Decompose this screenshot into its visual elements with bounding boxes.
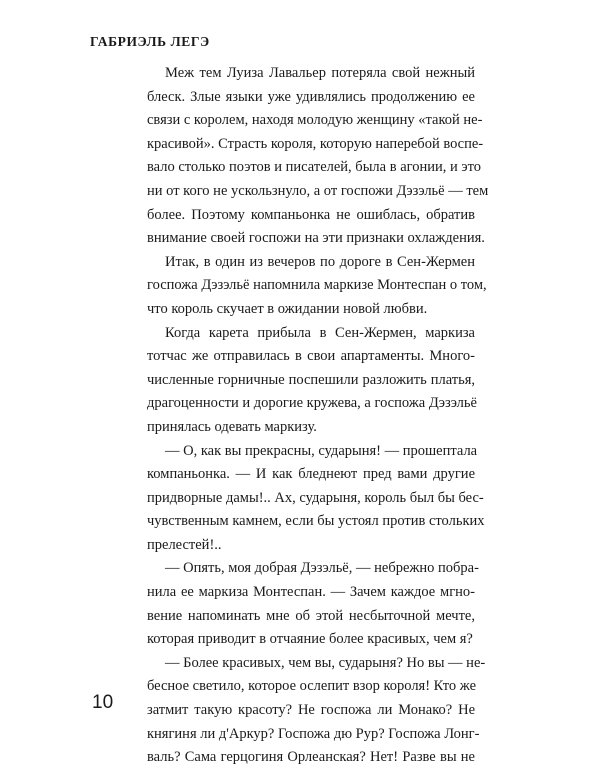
text-line: красивой». Страсть короля, которую наперебой воспе- [147, 135, 484, 152]
text-line: компаньонка. — И как бледнеют пред вами другие [147, 466, 475, 483]
text-line: госпожа Дэзэльё напомнила маркизе Монтеспан о том, [147, 277, 487, 294]
body-text [147, 62, 489, 770]
text-line: внимание своей госпожи на эти признаки охлаждения. [147, 230, 485, 247]
text-line: — Более красивых, чем вы, сударыня? Но вы — не- [165, 654, 486, 671]
text-line: более. Поэтому компаньонка не ошиблась, обратив [147, 206, 475, 223]
text-line: Итак, в один из вечеров по дороге в Сен-Жермен [165, 253, 475, 270]
text-line: численные горничные поспешили разложить платья, [147, 371, 475, 388]
text-line: тотчас же отправилась в свои апартаменты. Много- [147, 348, 475, 365]
text-line: чувственным камнем, если бы устоял против стольких [147, 513, 485, 530]
text-line: прелестей!.. [147, 536, 222, 553]
text-line: валь? Сама герцогиня Орлеанская? Нет! Разве вы не [147, 749, 475, 766]
text-line: придворные дамы!.. Ах, сударыня, король был бы бес- [147, 489, 484, 506]
running-head: ГАБРИЭЛЬ ЛЕГЭ [90, 34, 210, 49]
text-line: связи с королем, находя молодую женщину «такой не- [147, 112, 483, 129]
text-line: затмит такую красоту? Не госпожа ли Монако? Не [147, 702, 475, 719]
text-line: княгиня ли д'Аркур? Госпожа дю Рур? Госпожа Лонг- [147, 725, 480, 742]
text-line: Меж тем Луиза Лавальер потеряла свой нежный [165, 65, 475, 81]
page-number: 10 [92, 692, 114, 713]
text-line: которая приводит в отчаяние более красивых, чем я? [147, 631, 473, 648]
text-line: нила ее маркиза Монтеспан. — Зачем каждое мгно- [147, 584, 475, 601]
text-line: — О, как вы прекрасны, сударыня! — прошептала [165, 442, 478, 459]
text-line: ни от кого не ускользнуло, а от госпожи Дэзэльё — тем [147, 182, 489, 199]
text-line: бесное светило, которое ослепит взор короля! Кто же [147, 678, 477, 695]
text-line: Когда карета прибыла в Сен-Жермен, маркиза [165, 324, 475, 341]
text-line: вало столько поэтов и писателей, была в агонии, и это [147, 159, 482, 176]
text-line: — Опять, моя добрая Дэзэльё, — небрежно побра- [165, 560, 479, 577]
text-line: принялась одевать маркизу. [147, 418, 317, 435]
text-line: вение напоминать мне об этой несбыточной мечте, [147, 607, 475, 624]
text-line: драгоценности и дорогие кружева, а госпожа Дэзэльё [147, 395, 477, 412]
text-line: блеск. Злые языки уже удивлялись продолжению ее [147, 88, 475, 105]
text-line: что король скучает в ожидании новой любви. [147, 300, 428, 317]
